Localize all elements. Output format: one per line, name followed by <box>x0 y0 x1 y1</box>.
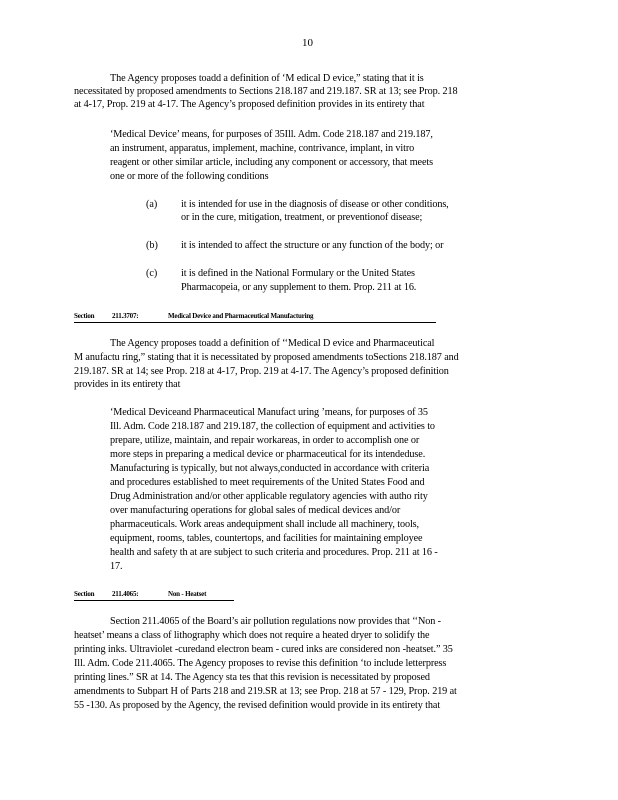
section-title: Medical Device and Pharmaceutical Manufacturing <box>168 312 314 320</box>
paragraph-line: Section 211.4065 of the Board’s air pollution regulations now provides that ‘‘Non - <box>110 616 441 627</box>
quote-line: health and safety th at are subject to such criteria and procedures. Prop. 211 at 16 - <box>110 547 438 558</box>
quote-line: ‘Medical Deviceand Pharmaceutical Manufact uring ’means, for purposes of 35 <box>110 407 428 418</box>
quote-line: over manufacturing operations for global sales of medical devices and/or <box>110 505 401 516</box>
quote-line: one or more of the following conditions <box>110 171 269 182</box>
list-item-line: Pharmacopeia, or any supplement to them. Prop. 211 at 16. <box>181 282 417 293</box>
list-item-line: it is defined in the National Formulary or the United States <box>181 268 415 279</box>
quote-line: ‘Medical Device’ means, for purposes of 35Ill. Adm. Code 218.187 and 219.187, <box>110 129 433 140</box>
paragraph-line: printing lines.” SR at 14. The Agency sta tes that this revision is necessitated by proposed <box>74 672 430 683</box>
list-item-line: it is intended to affect the structure or any function of the body; or <box>181 240 444 251</box>
quote-line: 17. <box>110 561 123 572</box>
paragraph-line: 219.187. SR at 14; see Prop. 218 at 4-17, Prop. 219 at 4-17. The Agency’s proposed definition <box>74 366 449 377</box>
paragraph-line: at 4-17, Prop. 219 at 4-17. The Agency’s proposed definition provides in its entirety that <box>74 99 425 110</box>
quote-line: pharmaceuticals. Work areas andequipment shall include all machinery, tools, <box>110 519 419 530</box>
paragraph-line: The Agency proposes toadd a definition of ‘‘Medical D evice and Pharmaceutical <box>110 338 435 349</box>
paragraph-line: 55 -130. As proposed by the Agency, the revised definition would provide in its entirety that <box>74 700 441 711</box>
paragraph-line: heatset’ means a class of lithography which does not require a heated dryer to solidify the <box>74 630 430 641</box>
section-label: Section <box>74 312 95 320</box>
paragraph-line: M anufactu ring,” stating that it is necessitated by proposed amendments toSections 218.187 and <box>74 352 459 363</box>
section-title: Non - Heatset <box>168 590 207 598</box>
list-item-label: (b) <box>146 240 158 251</box>
heading-underline <box>74 322 436 323</box>
list-item-label: (a) <box>146 199 158 210</box>
quote-line: more steps in preparing a medical device or pharmaceutical for its intendeduse. <box>110 449 426 460</box>
quote-line: and procedures established to meet requirements of the United States Food and <box>110 477 425 488</box>
quote-line: equipment, rooms, tables, countertops, and facilities for maintaining employee <box>110 533 423 544</box>
paragraph-line: necessitated by proposed amendments to Sections 218.187 and 219.187. SR at 13; see Prop. 218 <box>74 86 458 97</box>
quote-line: reagent or other similar article, including any component or accessory, that meets <box>110 157 433 168</box>
list-item-line: or in the cure, mitigation, treatment, or preventionof disease; <box>181 212 423 223</box>
list-item-line: it is intended for use in the diagnosis of disease or other conditions, <box>181 199 449 210</box>
section-number: 211.4065: <box>112 590 139 598</box>
quote-line: Drug Administration and/or other applicable regulatory agencies with autho rity <box>110 491 428 502</box>
quote-line: Manufacturing is typically, but not always,conducted in accordance with criteria <box>110 463 430 474</box>
paragraph-line: printing inks. Ultraviolet -curedand electron beam - cured inks are considered non -heatset.” 35 <box>74 644 453 655</box>
list-item-label: (c) <box>146 268 158 279</box>
paragraph-line: Ill. Adm. Code 211.4065. The Agency proposes to revise this definition ‘to include letterpress <box>74 658 447 669</box>
heading-underline <box>74 600 234 601</box>
section-label: Section <box>74 590 95 598</box>
paragraph-line: amendments to Subpart H of Parts 218 and 219.SR at 13; see Prop. 218 at 57 - 129, Prop. 219 at <box>74 686 457 697</box>
section-number: 211.3707: <box>112 312 139 320</box>
paragraph-line: provides in its entirety that <box>74 379 181 390</box>
quote-line: prepare, utilize, maintain, and repair workareas, in order to accomplish one or <box>110 435 420 446</box>
quote-line: Ill. Adm. Code 218.187 and 219.187, the collection of equipment and activities to <box>110 421 435 432</box>
paragraph-line: The Agency proposes toadd a definition of ‘M edical D evice,” stating that it is <box>110 73 424 84</box>
page-number: 10 <box>302 37 313 49</box>
quote-line: an instrument, apparatus, implement, machine, contrivance, implant, in vitro <box>110 143 415 154</box>
